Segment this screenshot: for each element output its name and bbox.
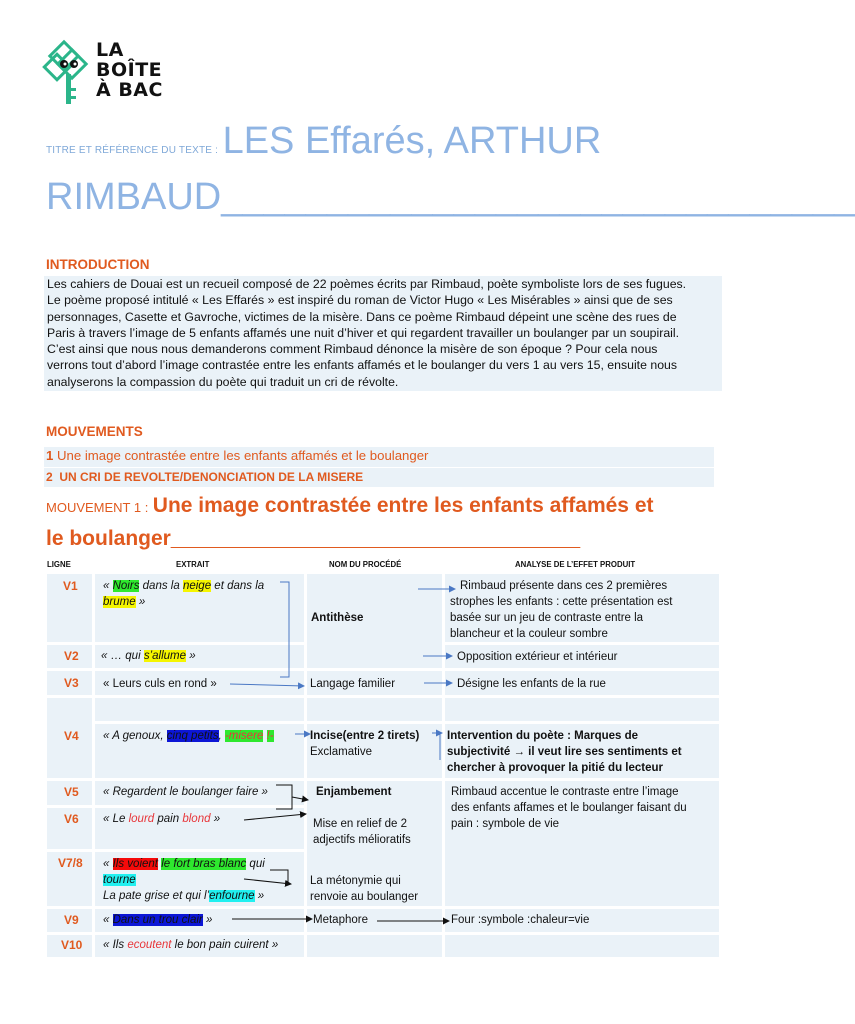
procede-metonymie-line-2: renvoie au boulanger — [310, 891, 419, 903]
cell-extrait-blank — [95, 698, 304, 721]
extrait-v5: « Regardent le boulanger faire » — [103, 786, 268, 798]
line-number: V6 — [64, 812, 79, 826]
extrait-text: La pate grise et qui l’ — [103, 890, 210, 902]
introduction-text — [44, 276, 722, 391]
procede-metonymie-line-1: La métonymie qui — [310, 875, 401, 887]
analyse-line: des enfants affames et le boulanger faisant du — [451, 802, 687, 814]
extrait-v6 — [103, 811, 220, 827]
quote-mark: » — [138, 596, 146, 608]
intro-line: Paris à travers l’image de 5 enfants affamés une nuit d’hiver et qui regardent travailler un boulanger par un soupirail. — [47, 325, 680, 340]
intro-line: C’est ainsi que nous nous demanderons comment Rimbaud dénonce la misère de son époque ? Pour cela nous — [47, 342, 658, 357]
highlighted-word: Noirs — [112, 580, 140, 592]
highlighted-word: lourd — [128, 813, 155, 825]
analyse-v2: Opposition extérieur et intérieur — [457, 651, 618, 663]
line-number: V2 — [64, 649, 79, 663]
extrait-v10 — [103, 937, 278, 953]
quote-mark: « — [103, 939, 110, 951]
quote-mark: » — [271, 939, 279, 951]
mouvement-item-1-label: Une image contrastée entre les enfants affamés et le boulanger — [57, 448, 429, 463]
analyse-line: basée sur un jeu de contraste entre la — [450, 612, 644, 624]
mouvement1-title — [46, 494, 726, 518]
procede-incise-line-2: Exclamative — [310, 746, 372, 758]
intro-line: verrons tout d’abord l’image contrastée entre les enfants affamés et le boulanger du vers 1 au vers 15, ensuite nous — [47, 358, 678, 373]
analyse-v3: Désigne les enfants de la rue — [457, 678, 606, 690]
quote-mark: » — [205, 914, 213, 926]
analyse-line: subjectivité → il veut lire ses sentiments et — [447, 746, 682, 758]
procede-incise — [310, 728, 419, 760]
analyse-v4 — [447, 728, 717, 776]
analyse-v9: Four :symbole :chaleur=vie — [451, 914, 590, 926]
extrait-text: dans la — [142, 580, 180, 592]
analyse-line: strophes les enfants : cette présentation est — [450, 596, 673, 608]
extrait-text: pain — [157, 813, 180, 825]
quote-mark: « — [103, 813, 110, 825]
mouvement1-underline: ______________________________________________ — [170, 532, 581, 549]
highlighted-word: s’allume — [143, 650, 187, 662]
mouvement1-title-text-1: Une image contrastée entre les enfants affamés et — [152, 494, 654, 517]
procede-langage-familier: Langage familier — [310, 678, 396, 690]
analyse-line: Rimbaud présente dans ces 2 premières — [460, 580, 668, 592]
line-number: V10 — [61, 938, 83, 952]
procede-mise-en-relief — [313, 816, 411, 848]
intro-line: Le poème proposé intitulé « Les Effarés » est inspiré du roman de Victor Hugo « Les Misérables » ainsi que de ses — [47, 293, 673, 308]
analyse-line: pain : symbole de vie — [451, 818, 560, 830]
quote-mark: » — [213, 813, 221, 825]
extrait-v4 — [103, 728, 274, 744]
cell-procede-blank — [307, 698, 442, 721]
introduction-heading: INTRODUCTION — [46, 257, 150, 272]
analyse-line: Rimbaud accentue le contraste entre l’image — [451, 786, 679, 798]
extrait-v78 — [103, 856, 303, 904]
highlighted-word: neige — [182, 580, 212, 592]
procede-enjambement: Enjambement — [316, 786, 392, 798]
title-line-2 — [46, 176, 855, 219]
extrait-text: , — [218, 730, 222, 742]
cell-analyse-v10 — [445, 935, 719, 957]
intro-line: analyserons la compassion du poète qui traduit un cri de révolte. — [47, 374, 399, 389]
title-underline: ______________________________ — [221, 176, 855, 218]
highlighted-word: tourne — [103, 874, 136, 886]
title-text-1: LES Effarés, ARTHUR — [222, 120, 602, 162]
highlighted-word: Ils voient — [112, 858, 158, 870]
extrait-v9 — [103, 912, 212, 928]
logo-wordmark: LA BOÎTE À BAC — [96, 39, 163, 101]
analyse-line: chercher à provoquer la pitié du lecteur — [447, 762, 664, 774]
intro-line: Les cahiers de Douai est un recueil composé de 22 poèmes écrits par Rimbaud, poète symboliste lors de ses fugues. — [47, 277, 687, 291]
mouvement-item-1 — [44, 447, 714, 467]
line-number: V9 — [64, 913, 79, 927]
page-title — [46, 120, 726, 163]
extrait-text: A genoux, — [112, 730, 164, 742]
procede-mise-line-1: Mise en relief de 2 — [313, 818, 407, 830]
highlighted-word: -misere — [224, 730, 264, 742]
highlighted-word: !- — [266, 730, 274, 742]
procede-metonymie — [310, 873, 418, 905]
column-header-ligne: LIGNE — [47, 560, 71, 569]
quote-mark: » — [189, 650, 196, 662]
extrait-text: et dans la — [214, 580, 265, 592]
mouvement-item-2 — [44, 468, 714, 487]
quote-mark: « — [103, 730, 110, 742]
column-header-extrait: EXTRAIT — [176, 560, 210, 569]
procede-incise-line-1: Incise(entre 2 tirets) — [310, 730, 420, 742]
mouvement1-label: MOUVEMENT 1 : — [46, 500, 149, 515]
analyse-line: Intervention du poète : Marques de — [447, 730, 639, 742]
analyse-line: blancheur et la couleur sombre — [450, 628, 608, 640]
cell-procede-v10 — [307, 935, 442, 957]
extrait-text: « … qui — [101, 650, 141, 662]
cell-analyse-blank — [445, 698, 719, 721]
highlighted-word: brume — [103, 596, 136, 608]
highlighted-word: cinq petits — [166, 730, 219, 742]
procede-metaphore: Metaphore — [313, 914, 368, 926]
mouvement-item-2-number: 2 — [46, 470, 53, 484]
mouvement1-title-line-2 — [46, 527, 580, 551]
line-number: V4 — [64, 729, 79, 743]
extrait-v2 — [101, 648, 196, 664]
quote-mark: « — [103, 858, 110, 870]
column-header-procede: NOM DU PROCÉDÉ — [329, 560, 402, 569]
extrait-text: qui — [249, 858, 265, 870]
column-header-analyse: ANALYSE DE L’EFFET PRODUIT — [515, 560, 636, 569]
mouvement-item-1-number: 1 — [46, 448, 54, 463]
analyse-v5-v8 — [451, 784, 717, 832]
procede-mise-line-2: adjectifs mélioratifs — [313, 834, 411, 846]
line-number: V3 — [64, 676, 79, 690]
quote-mark: « — [103, 580, 110, 592]
line-number: V5 — [64, 785, 79, 799]
extrait-text: Ils — [112, 939, 125, 951]
mouvement1-title-text-2: le boulanger — [46, 527, 171, 550]
quote-mark: « — [103, 914, 110, 926]
extrait-v1 — [103, 578, 293, 610]
title-label: TITRE ET RÉFÉRENCE DU TEXTE : — [46, 145, 219, 156]
quote-mark: » — [257, 890, 265, 902]
extrait-text: le bon pain cuirent — [174, 939, 269, 951]
logo — [44, 40, 184, 110]
intro-line: personnages, Casette et Gavroche, victimes de la misère. Dans ce poème Rimbaud dépeint une scène des rues de — [47, 309, 677, 324]
logo-icon — [44, 40, 92, 106]
extrait-text: Le — [112, 813, 126, 825]
analyse-v1 — [450, 578, 715, 642]
mouvements-heading: MOUVEMENTS — [46, 424, 143, 439]
line-number: V7/8 — [58, 856, 83, 870]
line-number: V1 — [63, 579, 78, 593]
mouvement-item-2-label: UN CRI DE REVOLTE/DENONCIATION DE LA MISERE — [59, 470, 364, 484]
highlighted-word: blond — [182, 813, 211, 825]
highlighted-word: Dans un trou clair — [112, 914, 203, 926]
title-text-2: RIMBAUD — [46, 176, 222, 218]
highlighted-word: enfourne — [209, 890, 255, 902]
extrait-v3: « Leurs culs en rond » — [103, 678, 217, 690]
highlighted-word: le fort bras blanc — [161, 858, 247, 870]
highlighted-word: ecoutent — [127, 939, 172, 951]
procede-antithese: Antithèse — [311, 612, 364, 624]
